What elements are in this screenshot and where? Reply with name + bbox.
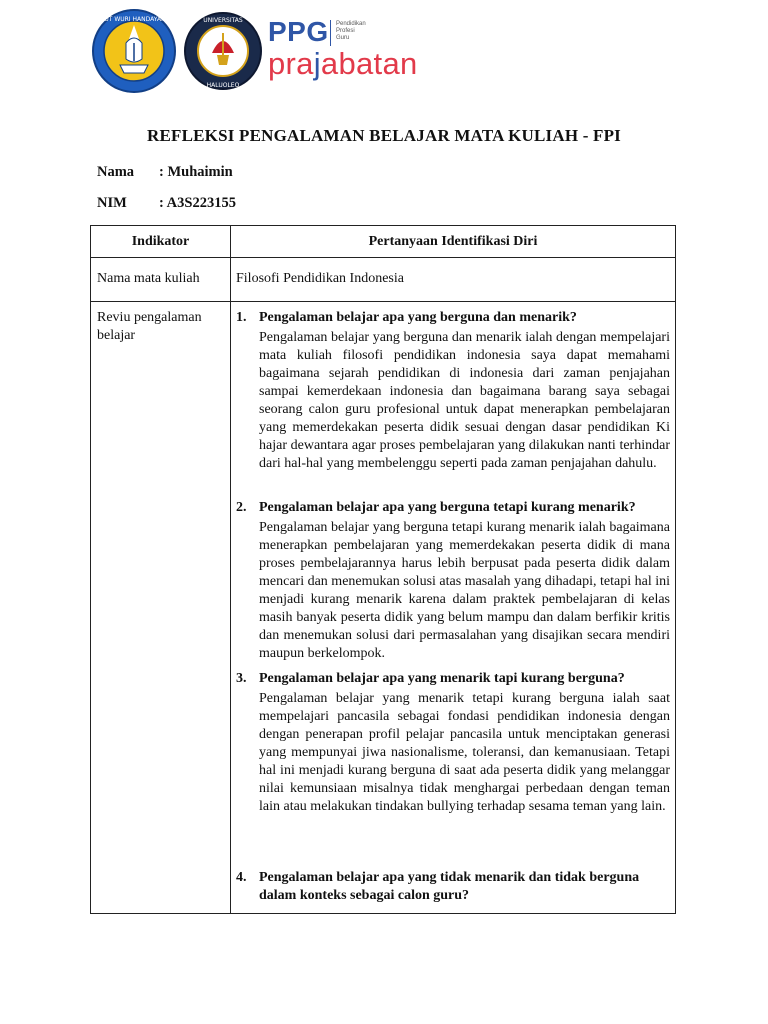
question-1-number: 1. <box>236 310 247 325</box>
question-2-text: Pengalaman belajar apa yang berguna tetapi kurang menarik? <box>259 500 636 515</box>
kemdikbud-emblem-text: TUT WURI HANDAYANI <box>100 16 168 23</box>
question-2 <box>236 499 670 663</box>
question-4 <box>236 869 670 905</box>
uho-emblem-bottom-text: HALUOLEO <box>206 82 240 89</box>
prajabatan-wordmark <box>268 46 418 82</box>
row1-indikator: Nama mata kuliah <box>97 271 200 286</box>
page-title: REFLEKSI PENGALAMAN BELAJAR MATA KULIAH - FPI <box>146 126 621 145</box>
row1-value: Filosofi Pendidikan Indonesia <box>236 271 404 286</box>
prajabatan-part-b: j <box>313 46 321 81</box>
question-4-heading <box>236 869 670 905</box>
header-indikator: Indikator <box>131 234 190 249</box>
question-3-heading <box>236 670 670 688</box>
question-1 <box>236 309 670 473</box>
prajabatan-part-c: abatan <box>320 46 418 81</box>
ppg-prajabatan-logo <box>268 16 438 88</box>
prajabatan-part-a: pra <box>268 46 314 81</box>
question-1-text: Pengalaman belajar apa yang berguna dan menarik? <box>259 310 577 325</box>
question-3-text: Pengalaman belajar apa yang menarik tapi kurang berguna? <box>259 671 625 686</box>
question-1-heading <box>236 309 670 327</box>
ppg-tagline <box>336 21 396 42</box>
nim-label: NIM <box>97 195 127 211</box>
nama-row <box>97 164 233 181</box>
ppg-tagline-line-2: Profesi <box>336 28 355 34</box>
page-header <box>0 0 768 100</box>
ppg-tagline-line-3: Guru <box>336 35 350 41</box>
nim-row <box>97 195 236 212</box>
kemdikbud-logo-icon <box>92 9 176 93</box>
ppg-wordmark: PPG <box>268 16 329 47</box>
table-header-divider <box>91 257 675 258</box>
question-2-answer: Pengalaman belajar yang berguna tetapi kurang menarik ialah bagaimana menerapkan pembelajaran yang memerdekakan peserta didik di mana proses pembelajarannya harus lebih berpusat pada peserta didik dalam mencari dan menemukan solusi atas masalah yang dihadapi, tetapi hal ini menjadi kurang menarik karena dalam praktek pembelajaran di kelas masih banyak peserta didik yang belum mampu dan dalam berfikir kritis dan menemukan solusi dari permasalahan yang disajikan secara mendiri maupun berkelompok. <box>259 520 670 661</box>
header-pertanyaan: Pertanyaan Identifikasi Diri <box>368 234 538 249</box>
nama-value: : Muhaimin <box>159 164 233 180</box>
question-3 <box>236 670 670 816</box>
row2-indikator: Reviu pengalaman belajar <box>97 310 202 343</box>
question-2-number: 2. <box>236 500 247 515</box>
question-4-number: 4. <box>236 870 247 885</box>
question-4-text: Pengalaman belajar apa yang tidak menarik dan tidak berguna dalam konteks sebagai calon guru? <box>259 870 640 903</box>
ppg-divider <box>330 20 331 46</box>
uho-logo-icon <box>184 9 262 93</box>
nim-value: : A3S223155 <box>159 195 236 211</box>
reflection-table <box>90 225 676 914</box>
table-column-divider <box>230 226 231 913</box>
uho-emblem-top-text: UNIVERSITAS <box>203 17 243 24</box>
table-row-divider <box>91 301 675 302</box>
nama-label: Nama <box>97 164 135 180</box>
question-2-heading <box>236 499 670 517</box>
question-3-answer: Pengalaman belajar yang menarik tetapi kurang berguna ialah saat mempelajari pancasila sebagai fondasi pendidikan indonesia dengan dengan penerapan profil pelajar pancasila untuk menciptakan generasi yang mempunyai jiwa nasionalisme, toleransi, dan kemanusiaan. Tetapi hal ini menjadi kurang berguna di saat ada peserta didik yang melanggar nilai kemunsiaan misalnya tidak menghargai perbedaan dengan teman lain atau melakukan tindakan bullying terhadap sesama teman yang lain. <box>259 691 670 814</box>
ppg-tagline-line-1: Pendidikan <box>336 21 366 27</box>
question-1-answer: Pengalaman belajar yang berguna dan menarik ialah dengan mempelajari mata kuliah filosofi pendidikan indonesia saya dapat memahami bagaimana sejarah pendidikan di indonesia dari zaman penjajahan sampai kemerdekaan indonesia dan bagaimana barang saya sebagai seorang calon guru profesional untuk dapat menerapkan pembelajaran yang memerdekakan peserta didik sesuai dengan dasar pendidikan Ki hajar dewantara agar proses pembelajaran yang dilakukan nanti terhindar dari hal-hal yang membelenggu seperti pada zaman penjajahan dahulu. <box>259 330 670 471</box>
question-3-number: 3. <box>236 671 247 686</box>
